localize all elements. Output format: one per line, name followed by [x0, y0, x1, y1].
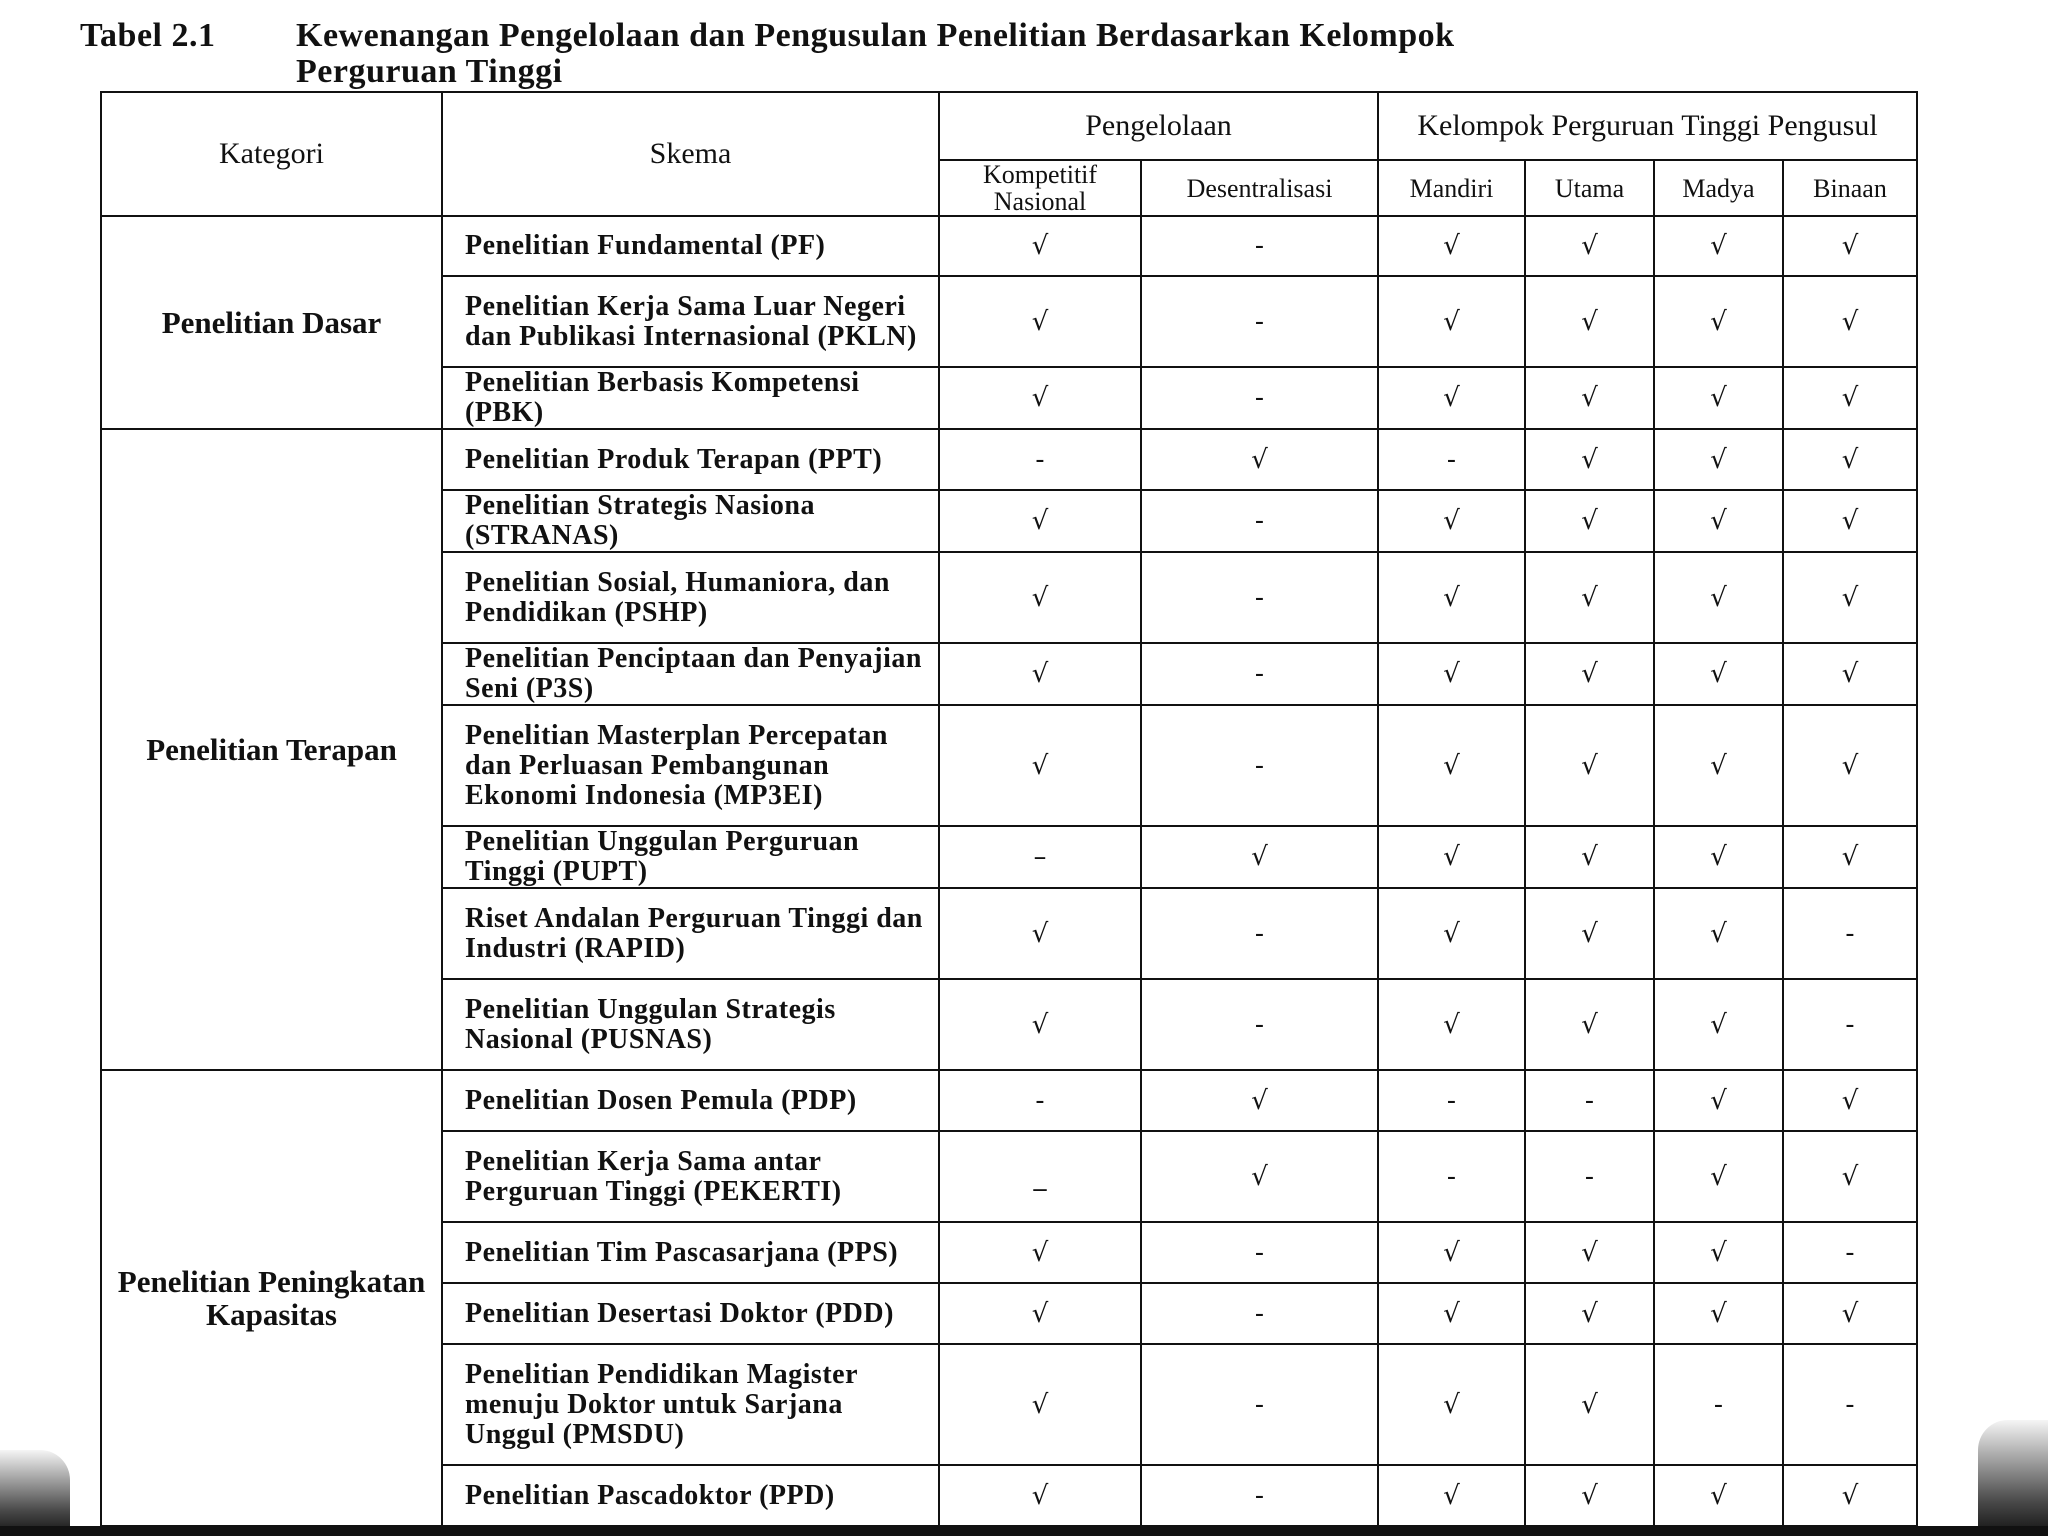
- mark-madya: √: [1654, 429, 1783, 490]
- skema-cell: Penelitian Penciptaan dan Penyajian Seni (P3S): [442, 643, 939, 705]
- mark-binaan: -: [1783, 1344, 1917, 1465]
- mark-binaan: √: [1783, 552, 1917, 643]
- mark-binaan: √: [1783, 367, 1917, 429]
- mark-desentralisasi: -: [1141, 979, 1378, 1070]
- mark-utama: √: [1525, 705, 1654, 826]
- mark-utama: √: [1525, 826, 1654, 888]
- header-kompetitif-nasional: Kompetitif Nasional: [939, 160, 1141, 216]
- skema-cell: Penelitian Strategis Nasiona (STRANAS): [442, 490, 939, 552]
- mark-madya: √: [1654, 490, 1783, 552]
- table-number: Tabel 2.1: [80, 17, 216, 54]
- header-utama: Utama: [1525, 160, 1654, 216]
- mark-kompetitif-nasional: √: [939, 1222, 1141, 1283]
- mark-madya: √: [1654, 1465, 1783, 1526]
- skema-cell: Penelitian Kerja Sama antar Perguruan Tinggi (PEKERTI): [442, 1131, 939, 1222]
- mark-kompetitif-nasional: √: [939, 216, 1141, 276]
- mark-madya: -: [1654, 1344, 1783, 1465]
- mark-desentralisasi: -: [1141, 705, 1378, 826]
- mark-binaan: √: [1783, 216, 1917, 276]
- mark-binaan: √: [1783, 643, 1917, 705]
- mark-binaan: √: [1783, 490, 1917, 552]
- mark-madya: √: [1654, 705, 1783, 826]
- mark-desentralisasi: -: [1141, 888, 1378, 979]
- mark-madya: √: [1654, 643, 1783, 705]
- mark-desentralisasi: √: [1141, 1070, 1378, 1131]
- mark-binaan: -: [1783, 888, 1917, 979]
- mark-utama: √: [1525, 552, 1654, 643]
- mark-madya: √: [1654, 1222, 1783, 1283]
- header-skema: Skema: [442, 92, 939, 216]
- skema-cell: Penelitian Desertasi Doktor (PDD): [442, 1283, 939, 1344]
- mark-utama: √: [1525, 643, 1654, 705]
- kategori-cell: Penelitian Dasar: [101, 216, 442, 429]
- mark-kompetitif-nasional: -: [939, 1070, 1141, 1131]
- skema-cell: Penelitian Fundamental (PF): [442, 216, 939, 276]
- mark-mandiri: √: [1378, 705, 1525, 826]
- mark-utama: √: [1525, 276, 1654, 367]
- mark-binaan: √: [1783, 1283, 1917, 1344]
- mark-madya: √: [1654, 276, 1783, 367]
- mark-desentralisasi: -: [1141, 552, 1378, 643]
- mark-binaan: √: [1783, 1131, 1917, 1222]
- kategori-cell: Penelitian Peningkatan Kapasitas: [101, 1070, 442, 1526]
- mark-madya: √: [1654, 1070, 1783, 1131]
- mark-kompetitif-nasional: √: [939, 490, 1141, 552]
- mark-utama: -: [1525, 1131, 1654, 1222]
- skema-cell: Penelitian Produk Terapan (PPT): [442, 429, 939, 490]
- mark-desentralisasi: √: [1141, 429, 1378, 490]
- mark-desentralisasi: -: [1141, 643, 1378, 705]
- mark-madya: √: [1654, 1131, 1783, 1222]
- mark-utama: √: [1525, 1222, 1654, 1283]
- mark-desentralisasi: √: [1141, 1131, 1378, 1222]
- table-body: [101, 216, 1917, 1526]
- mark-mandiri: √: [1378, 826, 1525, 888]
- mark-kompetitif-nasional: -: [939, 429, 1141, 490]
- mark-kompetitif-nasional: √: [939, 1344, 1141, 1465]
- header-madya: Madya: [1654, 160, 1783, 216]
- mark-utama: √: [1525, 1283, 1654, 1344]
- mark-utama: √: [1525, 367, 1654, 429]
- header-pengelolaan: Pengelolaan: [939, 92, 1378, 160]
- mark-binaan: √: [1783, 276, 1917, 367]
- mark-mandiri: -: [1378, 1070, 1525, 1131]
- mark-madya: √: [1654, 979, 1783, 1070]
- mark-desentralisasi: -: [1141, 1344, 1378, 1465]
- mark-utama: √: [1525, 1465, 1654, 1526]
- table-row: [101, 1070, 1917, 1131]
- mark-binaan: -: [1783, 1222, 1917, 1283]
- mark-mandiri: √: [1378, 1222, 1525, 1283]
- mark-desentralisasi: -: [1141, 490, 1378, 552]
- mark-madya: √: [1654, 216, 1783, 276]
- table-title-line1: Kewenangan Pengelolaan dan Pengusulan Penelitian Berdasarkan Kelompok: [296, 17, 1455, 54]
- mark-binaan: √: [1783, 1070, 1917, 1131]
- mark-madya: √: [1654, 888, 1783, 979]
- mark-binaan: √: [1783, 826, 1917, 888]
- skema-cell: Riset Andalan Perguruan Tinggi dan Industri (RAPID): [442, 888, 939, 979]
- mark-desentralisasi: -: [1141, 367, 1378, 429]
- mark-desentralisasi: -: [1141, 1222, 1378, 1283]
- mark-kompetitif-nasional: √: [939, 1283, 1141, 1344]
- skema-cell: Penelitian Unggulan Strategis Nasional (PUSNAS): [442, 979, 939, 1070]
- mark-utama: √: [1525, 429, 1654, 490]
- skema-cell: Penelitian Dosen Pemula (PDP): [442, 1070, 939, 1131]
- skema-cell: Penelitian Masterplan Percepatan dan Perluasan Pembangunan Ekonomi Indonesia (MP3EI): [442, 705, 939, 826]
- mark-binaan: √: [1783, 705, 1917, 826]
- mark-utama: √: [1525, 490, 1654, 552]
- mark-utama: √: [1525, 888, 1654, 979]
- mark-mandiri: √: [1378, 1465, 1525, 1526]
- skema-cell: Penelitian Pascadoktor (PPD): [442, 1465, 939, 1526]
- mark-kompetitif-nasional: √: [939, 888, 1141, 979]
- mark-kompetitif-nasional: √: [939, 1465, 1141, 1526]
- mark-desentralisasi: √: [1141, 826, 1378, 888]
- table-title-line2: Perguruan Tinggi: [296, 53, 563, 90]
- skema-cell: Penelitian Kerja Sama Luar Negeri dan Publikasi Internasional (PKLN): [442, 276, 939, 367]
- slide-shadow-right: [1978, 1420, 2048, 1536]
- mark-kompetitif-nasional: √: [939, 552, 1141, 643]
- skema-cell: Penelitian Pendidikan Magister menuju Doktor untuk Sarjana Unggul (PMSDU): [442, 1344, 939, 1465]
- mark-mandiri: √: [1378, 490, 1525, 552]
- header-mandiri: Mandiri: [1378, 160, 1525, 216]
- header-kelompok: Kelompok Perguruan Tinggi Pengusul: [1378, 92, 1917, 160]
- mark-mandiri: √: [1378, 888, 1525, 979]
- mark-binaan: √: [1783, 429, 1917, 490]
- mark-utama: √: [1525, 979, 1654, 1070]
- mark-madya: √: [1654, 367, 1783, 429]
- mark-kompetitif-nasional: √: [939, 276, 1141, 367]
- kategori-cell: Penelitian Terapan: [101, 429, 442, 1070]
- mark-binaan: √: [1783, 1465, 1917, 1526]
- mark-binaan: -: [1783, 979, 1917, 1070]
- mark-mandiri: √: [1378, 367, 1525, 429]
- research-authority-table: [100, 91, 1918, 1527]
- mark-kompetitif-nasional: √: [939, 705, 1141, 826]
- mark-desentralisasi: -: [1141, 276, 1378, 367]
- header-kategori: Kategori: [101, 92, 442, 216]
- mark-utama: √: [1525, 216, 1654, 276]
- mark-kompetitif-nasional: –: [939, 826, 1141, 888]
- mark-mandiri: √: [1378, 979, 1525, 1070]
- mark-mandiri: -: [1378, 429, 1525, 490]
- mark-mandiri: √: [1378, 643, 1525, 705]
- skema-cell: Penelitian Sosial, Humaniora, dan Pendidikan (PSHP): [442, 552, 939, 643]
- mark-kompetitif-nasional: _: [939, 1131, 1141, 1222]
- mark-utama: -: [1525, 1070, 1654, 1131]
- mark-desentralisasi: -: [1141, 216, 1378, 276]
- slide-shadow-left: [0, 1450, 70, 1536]
- mark-madya: √: [1654, 1283, 1783, 1344]
- table-title: [80, 18, 1980, 90]
- table-row: [101, 216, 1917, 276]
- mark-utama: √: [1525, 1344, 1654, 1465]
- header-binaan: Binaan: [1783, 160, 1917, 216]
- mark-kompetitif-nasional: √: [939, 367, 1141, 429]
- header-desentralisasi: Desentralisasi: [1141, 160, 1378, 216]
- mark-madya: √: [1654, 552, 1783, 643]
- mark-desentralisasi: -: [1141, 1465, 1378, 1526]
- mark-mandiri: √: [1378, 1283, 1525, 1344]
- mark-desentralisasi: -: [1141, 1283, 1378, 1344]
- mark-mandiri: √: [1378, 552, 1525, 643]
- mark-kompetitif-nasional: √: [939, 643, 1141, 705]
- table-row: [101, 429, 1917, 490]
- mark-mandiri: √: [1378, 216, 1525, 276]
- mark-mandiri: -: [1378, 1131, 1525, 1222]
- mark-mandiri: √: [1378, 1344, 1525, 1465]
- mark-mandiri: √: [1378, 276, 1525, 367]
- skema-cell: Penelitian Unggulan Perguruan Tinggi (PUPT): [442, 826, 939, 888]
- skema-cell: Penelitian Berbasis Kompetensi (PBK): [442, 367, 939, 429]
- skema-cell: Penelitian Tim Pascasarjana (PPS): [442, 1222, 939, 1283]
- mark-kompetitif-nasional: √: [939, 979, 1141, 1070]
- slide-bottom-bar: [0, 1526, 2048, 1536]
- mark-madya: √: [1654, 826, 1783, 888]
